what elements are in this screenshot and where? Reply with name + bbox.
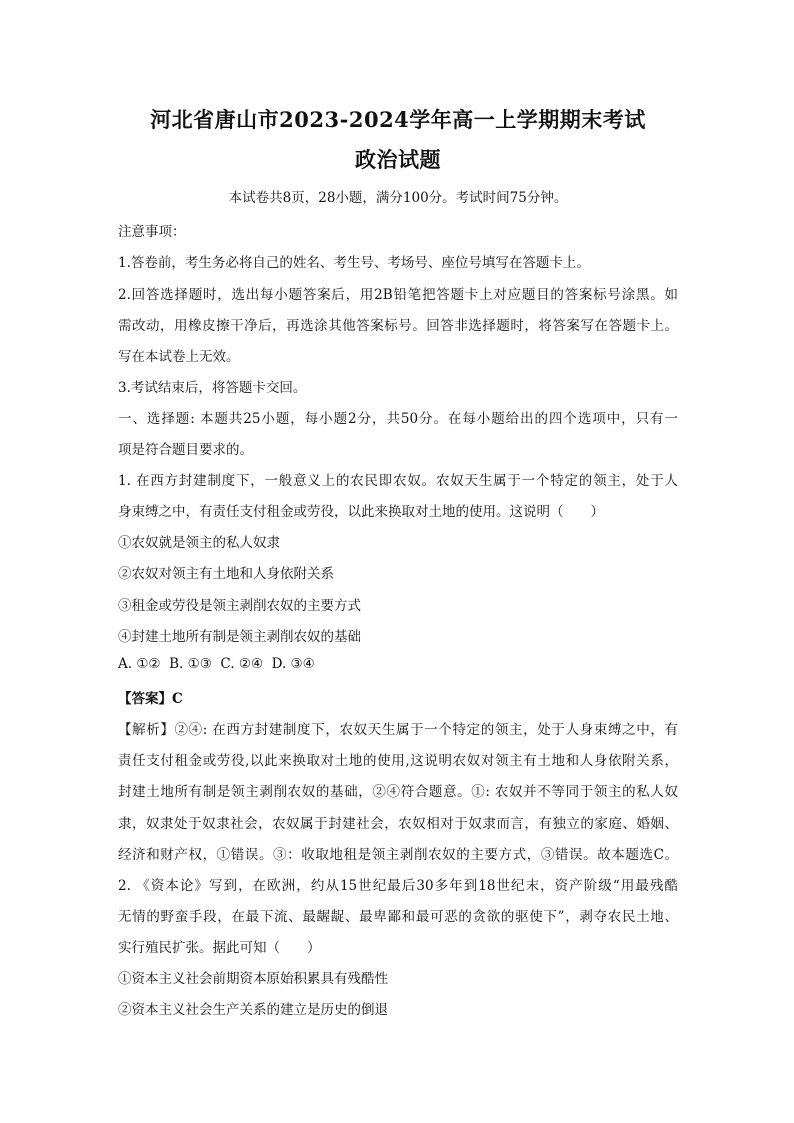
q1-stem-line-1: 1. 在西方封建制度下，一般意义上的农民即农奴。农奴天生属于一个特定的领主，处于人 (118, 473, 678, 489)
document-title: 河北省唐山市2023-2024学年高一上学期期末考试 (150, 107, 646, 132)
notice-item-2-line-2: 需改动，用橡皮擦干净后，再选涂其他答案标号。回答非选择题时，将答案写在答题卡上。 (118, 318, 678, 334)
q1-analysis-line-1: 【解析】②④: 在西方封建制度下，农奴天生属于一个特定的领主，处于人身束缚之中，有 (118, 722, 678, 738)
q2-stem-line-1: 2. 《资本论》写到，在欧洲，约从15世纪最后30多年到18世纪末，资产阶级“用最残酷 (118, 878, 678, 894)
q1-option-3: ③租金或劳役是领主剥削农奴的主要方式 (118, 598, 361, 614)
notice-item-3: 3.考试结束后，将答题卡交回。 (118, 380, 307, 396)
subject-title: 政治试题 (355, 147, 441, 172)
q2-option-2: ②资本主义社会生产关系的建立是历史的倒退 (118, 1002, 388, 1018)
q1-analysis-line-3: 封建土地所有制是领主剥削农奴的基础，②④符合题意。①: 农奴并不等同于领主的私人奴 (118, 784, 678, 800)
q2-stem-line-2: 无情的野蛮手段，在最下流、最龌龊、最卑鄙和最可恶的贪欲的驱使下”，剥夺农民土地、 (118, 909, 678, 925)
q1-choices: A. ①② B. ①③ C. ②④ D. ③④ (118, 656, 315, 672)
q2-option-1: ①资本主义社会前期资本原始积累具有残酷性 (118, 971, 388, 987)
q1-analysis-line-2: 责任支付租金或劳役,以此来换取对土地的使用,这说明农奴对领主有土地和人身依附关系， (118, 753, 678, 769)
notice-item-2-line-3: 写在本试卷上无效。 (118, 349, 240, 365)
exam-intro: 本试卷共8页，28小题，满分100分。考试时间75分钟。 (228, 190, 568, 206)
q1-analysis-line-4: 隶，奴隶处于奴隶社会，农奴属于封建社会，农奴相对于奴隶而言，有独立的家庭、婚姻、 (118, 816, 678, 832)
q1-answer: 【答案】C (118, 691, 183, 707)
q1-analysis-line-5: 经济和财产权，①错误。③：收取地租是领主剥削农奴的主要方式，③错误。故本题选C。 (118, 847, 678, 863)
section-heading-line-1: 一、选择题: 本题共25小题，每小题2分，共50分。在每小题给出的四个选项中，只有一 (118, 411, 678, 427)
q1-option-1: ①农奴就是领主的私人奴隶 (118, 535, 280, 551)
q2-stem-line-3: 实行殖民扩张。据此可知（ ） (118, 940, 321, 956)
notice-item-2-line-1: 2.回答选择题时，选出每小题答案后，用2B铅笔把答题卡上对应题目的答案标号涂黑。如 (118, 287, 678, 303)
q1-stem-line-2: 身束缚之中，有责任支付租金或劳役，以此来换取对土地的使用。这说明（ ） (118, 504, 604, 520)
notice-item-1: 1.答卷前，考生务必将自己的姓名、考生号、考场号、座位号填写在答题卡上。 (118, 255, 590, 271)
q1-option-2: ②农奴对领主有土地和人身依附关系 (118, 566, 334, 582)
q1-option-4: ④封建土地所有制是领主剥削农奴的基础 (118, 629, 361, 645)
exam-page (118, 0, 678, 1123)
section-heading-line-2: 项是符合题目要求的。 (118, 442, 253, 458)
notice-heading: 注意事项： (118, 224, 186, 240)
